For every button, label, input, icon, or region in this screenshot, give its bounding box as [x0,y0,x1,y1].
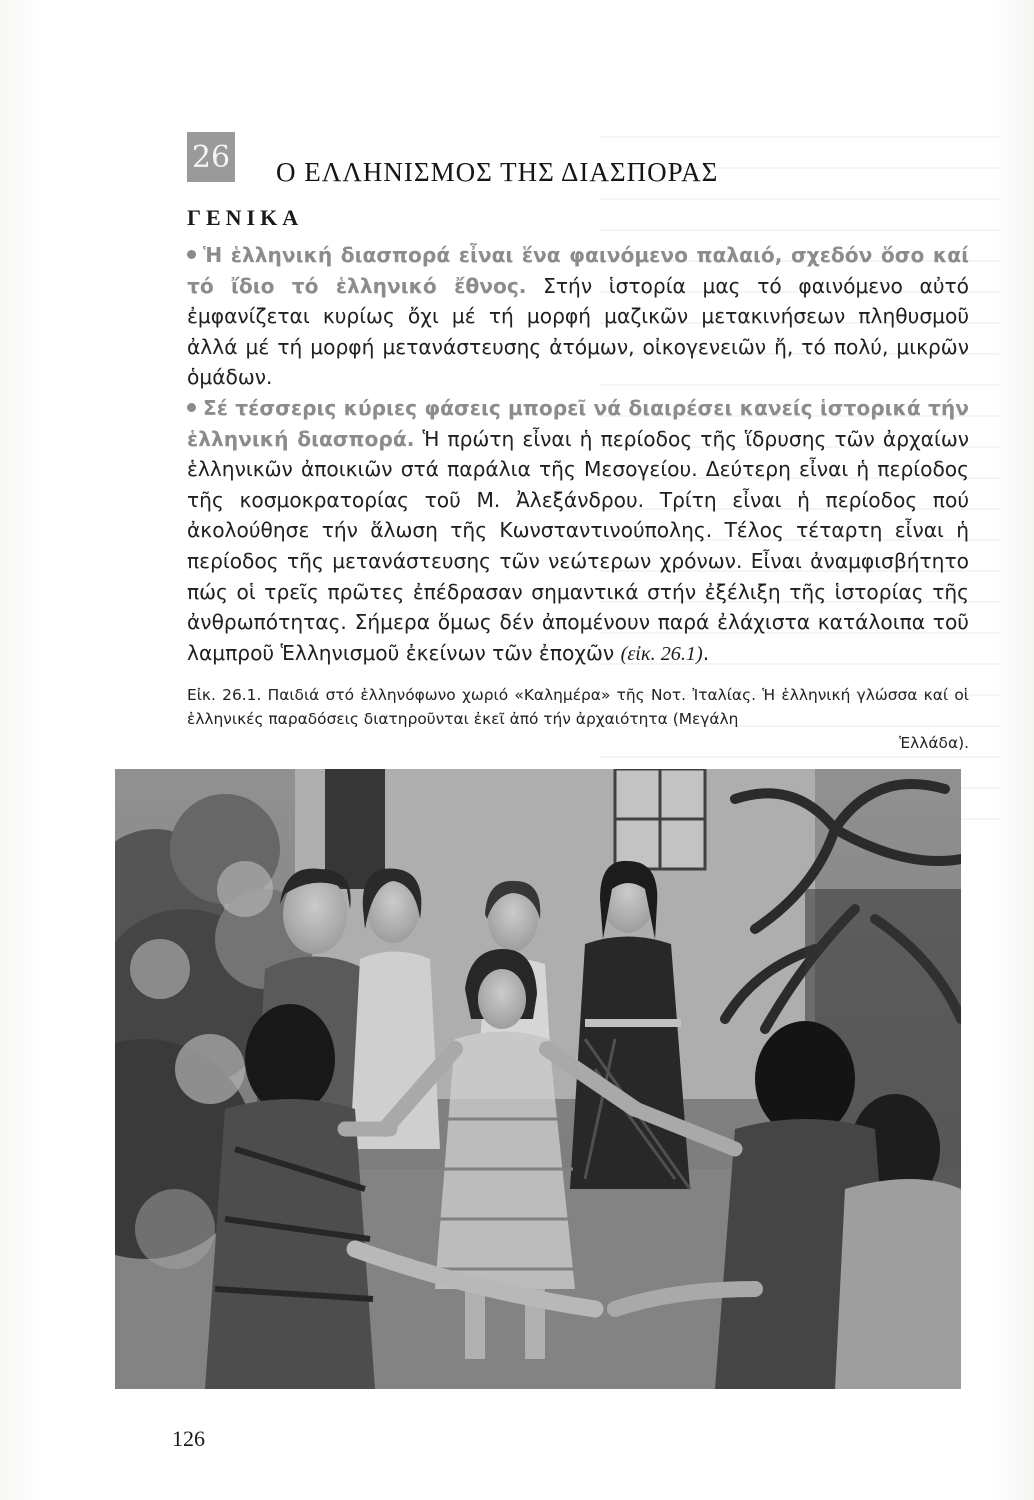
paragraph-2 [187,393,969,669]
figure-caption-end: Ἑλλάδα). [899,734,969,752]
paragraph-2-end: . [702,640,710,665]
page-number: 126 [172,1426,205,1451]
photo-girls-dancing [115,769,961,1389]
paragraph-1-lead: Ἡ ἑλληνική διασπορά εἶναι ἕνα φαινόμενο παλαιό, σχεδόν ὅσο καί τό ἴδιο τό ἑλληνικό ἔθνος. [187,243,969,298]
photo-illustration [115,769,961,1389]
paragraph-2-lead: Σέ τέσσερις κύριες φάσεις μπορεῖ νά διαιρέσει κανείς ἱστορικά τήν ἑλληνική διασπορά. [187,395,969,451]
body-text [187,240,969,669]
chapter-title: Ο ΕΛΛΗΝΙΣΜΟΣ ΤΗΣ ΔΙΑΣΠΟΡΑΣ [276,157,719,187]
bullet-icon [187,403,196,412]
figure-caption [187,683,969,755]
figure-reference: (εἰκ. 26.1) [620,642,703,665]
figure-caption-main: Εἰκ. 26.1. Παιδιά στό ἑλληνόφωνο χωριό «Καλημέρα» τῆς Νοτ. Ἰταλίας. Ἡ ἑλληνική γλώσσα καί οἱ ἑλληνικές παραδόσεις διατηροῦνται ἐκεῖ ἀπό τήν ἀρχαιότητα (Μεγάλη [187,686,969,728]
paragraph-1-text: Στήν ἱστορία μας τό φαινόμενο αὐτό ἐμφανίζεται κυρίως ὄχι μέ τή μορφή μαζικῶν μετακινήσεων πληθυσμοῦ ἀλλά μέ τή μορφή μετανάστευσης ἀτόμων, οἰκογενειῶν ἤ, τό πολύ, μικρῶν ὁμάδων. [187,273,970,390]
paragraph-2-text: Ἡ πρώτη εἶναι ἡ περίοδος τῆς ἵδρυσης τῶν ἀρχαίων ἑλληνικῶν ἀποικιῶν στά παράλια τῆς Μεσογείου. Δεύτερη εἶναι ἡ περίοδος τῆς κοσμοκρατορίας τοῦ Μ. Ἀλεξάνδρου. Τρίτη εἶναι ἡ περίοδος πού ἀκολούθησε τήν ἅλωση τῆς Κωνσταντινούπολης. Τέλος τέταρτη εἶναι ἡ περίοδος τῆς μετανάστευσης τῶν νεώτερων χρόνων. Εἶναι ἀναμφισβήτητο πώς οἱ τρεῖς πρῶτες ἐπέδρασαν σημαντικά στήν ἐξέλιξη τῆς ἱστορίας τῆς ἀνθρωπότητας. Σήμερα ὅμως δέν ἀπομένουν παρά ἐλάχιστα κατάλοιπα τοῦ λαμπροῦ Ἑλληνισμοῦ ἐκείνων τῶν ἐποχῶν [187,426,970,665]
paragraph-1 [187,240,969,393]
section-heading: ΓΕΝΙΚΑ [187,205,304,230]
chapter-number-badge: 26 [187,132,235,182]
bullet-icon [187,250,196,259]
